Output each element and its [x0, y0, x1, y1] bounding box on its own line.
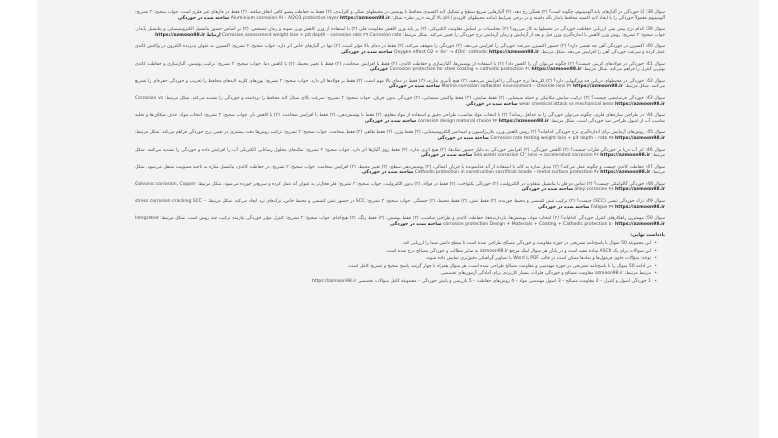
question-text: سوال 45: روش‌های آزمایش برای اندازه‌گیری نرخ خوردگی کدام‌اند؟ (۳) روش کاهش وزن، پلاریزاسیون و امپدانس الکتروشیمیایی، (۳) فقط وزن، (۳) فقط ظاهر، (۳) فقط ضخامت. جواب صحیح: ۳ تشریح: ترکیب روش‌ها دقت بیشتری در تعیین نرخ خوردگی فراهم می‌کند. شکل مرتبط: Corrosion rate testing weight loss + pit depth – rate ۴۵ — [135, 130, 666, 141]
question-paragraph — [135, 165, 665, 176]
notes-list — [135, 241, 665, 285]
source-link[interactable]: https://azmoon98.ir ساخته شده در خوردگی — [390, 221, 665, 227]
source-link[interactable]: https://azmoon98.ir ساخته شده در خوردگی — [177, 15, 390, 21]
question-paragraph — [135, 10, 665, 21]
question-text: سوال 48: خوردگی گالوانیکی چیست؟ (۳) تماس دو فلز با پتانسیل متفاوت در الکترولیت، (۳) خوردگی یکنواخت، (۳) فقط در فولاد، (۳) بدون الکترولیت. جواب صحیح: ۳ تشریح: فلز فعال‌تر به عنوان آند عمل کرده و سریع‌تر خورده می‌شود. شکل مرتبط: Galvanic corrosion, Copper alloy corrosion ۴۸ — [135, 181, 666, 193]
question-paragraph — [135, 62, 665, 73]
source-link[interactable]: ارتباط https://azmoon98.ir — [155, 32, 221, 38]
source-link[interactable]: https://azmoon98.ir ساخته شده در خوردگی — [537, 204, 665, 210]
question-text: سوال 44: در طراحی سازه‌های فلزی، چگونه می‌توان خوردگی را به حداقل رساند؟ (۳) با انتخاب مواد مناسب، طراحی دقیق و استفاده از مواد مقاوم، (۳) فقط با پوشش‌دهی، (۳) فقط با افزایش ضخامت، (۳) با کاهش بار. جواب صحیح: ۳ تشریح: انتخاب مواد، حذف شکاف‌ها و تخلیه مناسب آب از اصول طراحی ضد خوردگی است. شکل مرتبط: corrosion design material choice ۴۴ — [135, 113, 665, 124]
question-paragraph — [135, 148, 665, 159]
question-paragraph — [135, 113, 665, 124]
question-text: سوال 43: خوردگی فرسایشی چیست؟ (۳) ترکیب سایش مکانیکی و حمله شیمیایی، (۳) فقط سایش، (۳) فقط واکنش شیمیایی، (۳) خوردگی بدون جریان. جواب صحیح: ۳ تشریح: سرعت بالای سیال لایه محافظ را برداشته و خوردگی را تشدید می‌کند. شکل مرتبط: Corrosion vs wear chemical attack vs mechanical wear — [135, 95, 666, 107]
question-list — [135, 10, 665, 227]
question-text: سوال 39: کدام نرخ پیش بینی ارزیابی حفاظت خوردگی در محیطها به کار می‌رود؟ (۳) محاسبات بر اساس مقاومت الکتریکی، (۳) بر پایه وزن کاهش مقاومت فلز، (۳) با استفاده از وزن کاهش وزن نمونه و زمان مشخص، (۳) بر اساس حضور پتانسیل الکتروشیمیایی و پتانسیل پایدار. جواب صحیح: ۳ تشریح: روش وزن کاهش با اندازه‌گیری وزن قبل و بعد از آزمایش و زمان آزمایش نرخ خوردگی را تعیین می‌کند. شکل مرتبط: Corrosion assessment weight loss + pit depth – corrosion rate ۳۹ Corrosion rate — [135, 27, 666, 38]
notes-title: یادداشت نهایی: — [630, 233, 665, 239]
question-paragraph — [135, 130, 665, 141]
question-paragraph — [135, 182, 665, 193]
question-text: سوال 49: ترک خوردگی تنشی (SCC) چیست؟ (۳) ترکیب تنش کششی و محیط خورنده، (۳) فقط تنش، (۳) فقط محیط، (۳) خستگی. جواب صحیح: ۳ تشریح: SCC در حضور تنش کششی و محیط خاص، ترک‌های ترد ایجاد می‌کند. شکل مرتبط: stress corrosion cracking SCC – Fatigue ۴۹ — [135, 199, 665, 210]
note-item: • در ادامه 50 سوال را با پاسخ‌نامه تشریحی در حوزه مهندسی و مقاومت مصالح طراحی شده است، هر سوال همراه با چهار گزینه، پاسخ صحیح و تشریح کامل است. — [135, 264, 657, 270]
question-text: سوال 38: آیا خوردگی در آلیاژهای پایه آلومینیوم، چگونه است؟ (۳) همگن رخ دهد. (۳) آلیاژهایی سریع سطح و تشکیل لایه اکسیدی محافظ با پوشش در محیطهای نمکی و کلرایدی، (۳) فقط به حفاظت پسیو کافی اتفاق میافتد. (۳) فقط در فازهای غیر فلزی است. جواب صحیح: ۳ تشریح: آلومینیوم معمولاً خوردگی را با ایجاد لایه اکسید محافظ پایدار نگه داشته و در برخی شرایط (مانند محیطهای کلریدی) pH بالا گزینه «زیر نظر» شکل: Aluminium corrosion Al – Al2O3 protective layer — [135, 10, 665, 21]
document-content — [135, 10, 665, 287]
question-paragraph — [135, 44, 665, 55]
source-link[interactable]: https://azmoon98.ir ساخته شده در خوردگی — [521, 187, 665, 193]
question-paragraph — [135, 79, 665, 90]
question-paragraph — [135, 216, 665, 227]
note-item: • این مجموعه 50 سوال با پاسخ‌نامه تشریحی در حوزه مقاومت و خوردگی مصالح طراحی شده است تا سطح دانش شما را ارزیابی کند. — [135, 241, 657, 247]
source-link[interactable]: https://azmoon98.ir ساخته شده در خوردگی — [361, 170, 651, 176]
source-link[interactable]: https://azmoon98.ir ساخته شده در خوردگی — [466, 101, 665, 107]
question-paragraph — [135, 96, 665, 107]
source-link[interactable]: https://azmoon98.ir ساخته شده در خوردگی — [364, 118, 549, 124]
source-link[interactable]: https://azmoon98.ir ساخته شده در خوردگی — [341, 49, 539, 55]
question-text: سوال 40: اکسیژن در خوردگی آهن چه نقشی دارد؟ (۳) حضور اکسیژن سرعت خوردگی را افزایش می‌دهد، (۳) خوردگی را متوقف می‌کند، (۳) فقط در دمای بالا مؤثر است، (۳) تنها در آلیاژهای خاص اثر دارد. جواب صحیح: ۳ تشریح: اکسیژن به عنوان پذیرنده الکترون در واکنش کاتدی عمل کرده و سرعت خوردگی آهن را افزایش می‌دهد. شکل مرتبط: Oxygen effect O2 + 4e⁻ → 4OH⁻ cathodic — [135, 44, 665, 55]
question-text: سوال 47: حفاظت کاتدی چیست و چگونه عمل می‌کند؟ (۳) تبدیل سازه به کاتد با استفاده از آند فداشونده یا جریان اعمالی، (۳) پوشش‌دهی سطح، (۳) تغییر محیط، (۳) افزایش ضخامت. جواب صحیح: ۳ تشریح: در حفاظت کاتدی، پتانسیل سازه به ناحیه مصونیت منتقل می‌شود. شکل مرتبط: Cathodic protection in construction sacrificial anode – metal surface protection ۴۷ — [135, 164, 666, 176]
question-text: سوال 41: خوردگی در فولادهای کربنی چیست؟ (۳) چگونه می‌توان آن را کاهش داد؟ (۳) با استفاده از پوشش‌ها، آلیاژسازی و حفاظت کاتدی، (۳) فقط با افزایش ضخامت، (۳) فقط با تغییر محیط، (۳) با کاهش دما. جواب صحیح: ۳ تشریح: ترکیب پوشش، آلیاژسازی و حفاظت کاتدی بهترین کنترل را فراهم می‌کند. شکل مرتبط: Corrosion protection for steel coating + cathodic protection ۴۱ — [135, 61, 666, 73]
question-text: سوال 46: اثر آب دریا بر خوردگی فلزات چیست؟ (۳) کاهش خوردگی، (۳) افزایش خوردگی به دلیل حضور نمک‌ها، (۳) هیچ اثری ندارد، (۳) فقط روی آلیاژها اثر دارد. جواب صحیح: ۳ تشریح: نمک‌های محلول رسانایی الکتریکی آب را افزایش داده و خوردگی را تشدید می‌کنند. شکل مرتبط: Sea water corrosion Cl⁻ ions → accelerated corrosion ۴۶ — [135, 147, 665, 159]
note-item: • این سوالات برای یک ASCII ساده مفید است و در پایان هر سوال لینک مرجع azmoon98.ir به سایر مطالب و خوردگی مصالح درج شده است. — [135, 249, 657, 255]
document-page — [37, 0, 759, 438]
note-item: • 1 خوردگی اصول و کنترل – 2 مقاومت مصالح – 3 اصول مهندسی مواد – 4 روش‌های حفاظت – 5 بازرسی و پایش خوردگی – مجموعه کامل سوالات تخصصی https://azmoon98.ir — [135, 279, 657, 285]
note-item: • توجه: سؤالات حاوی فرمول‌ها و نمادها ممکن است در قالب PDF یا Word با تصاویر گرافیکی دقیق‌تری نمایش داده شوند. — [135, 256, 657, 262]
note-item: • مرتبط مرتبط: azmoon98.ir مقاومت مصالح و خوردگی فلزات، بسیار کاربردی برای آمادگی آزمون‌های تخصصی. — [135, 271, 657, 277]
question-text: سوال 50: مهمترین راهکارهای کنترل خوردگی کدام‌اند؟ (۳) انتخاب مواد، پوشش‌ها، بازدارنده‌ها، حفاظت کاتدی و طراحی مناسب، (۳) فقط پوشش، (۳) فقط رنگ، (۳) هیچ‌کدام. جواب صحیح: ۳ تشریح: کنترل مؤثر خوردگی نیازمند ترکیب چند روش است. شکل مرتبط: Integrated corrosion protection Design + Materials + Coating + Cathodic protection ۵۰ — [135, 216, 666, 227]
source-link[interactable]: https://azmoon98.ir ساخته شده در خوردگی — [420, 153, 651, 159]
source-link[interactable]: https://azmoon98.ir خوردگی — [369, 67, 582, 73]
question-paragraph — [135, 27, 665, 38]
question-text: سوال 42: خوردگی در محیطهای دریایی چه ویژگیهایی دارد؟ (۳) کلریدها نرخ خوردگی را افزایش می‌دهند، (۳) هیچ تأثیری ندارند، (۳) فقط در دمای بالا مهم است، (۳) فقط بر فولادها اثر دارد. جواب صحیح: ۳ تشریح: یون‌های کلرید لایه‌های محافظ را تخریب و خوردگی حفره‌ای را تسریع می‌کنند. شکل مرتبط: Marine corrosion saltwater environment – chloride ions ۴۲ — [135, 78, 665, 90]
source-link[interactable]: https://azmoon98.ir ساخته شده در خوردگی — [437, 135, 665, 141]
question-paragraph — [135, 199, 665, 210]
source-link[interactable]: https://azmoon98.ir ساخته شده در خوردگی — [388, 84, 623, 90]
